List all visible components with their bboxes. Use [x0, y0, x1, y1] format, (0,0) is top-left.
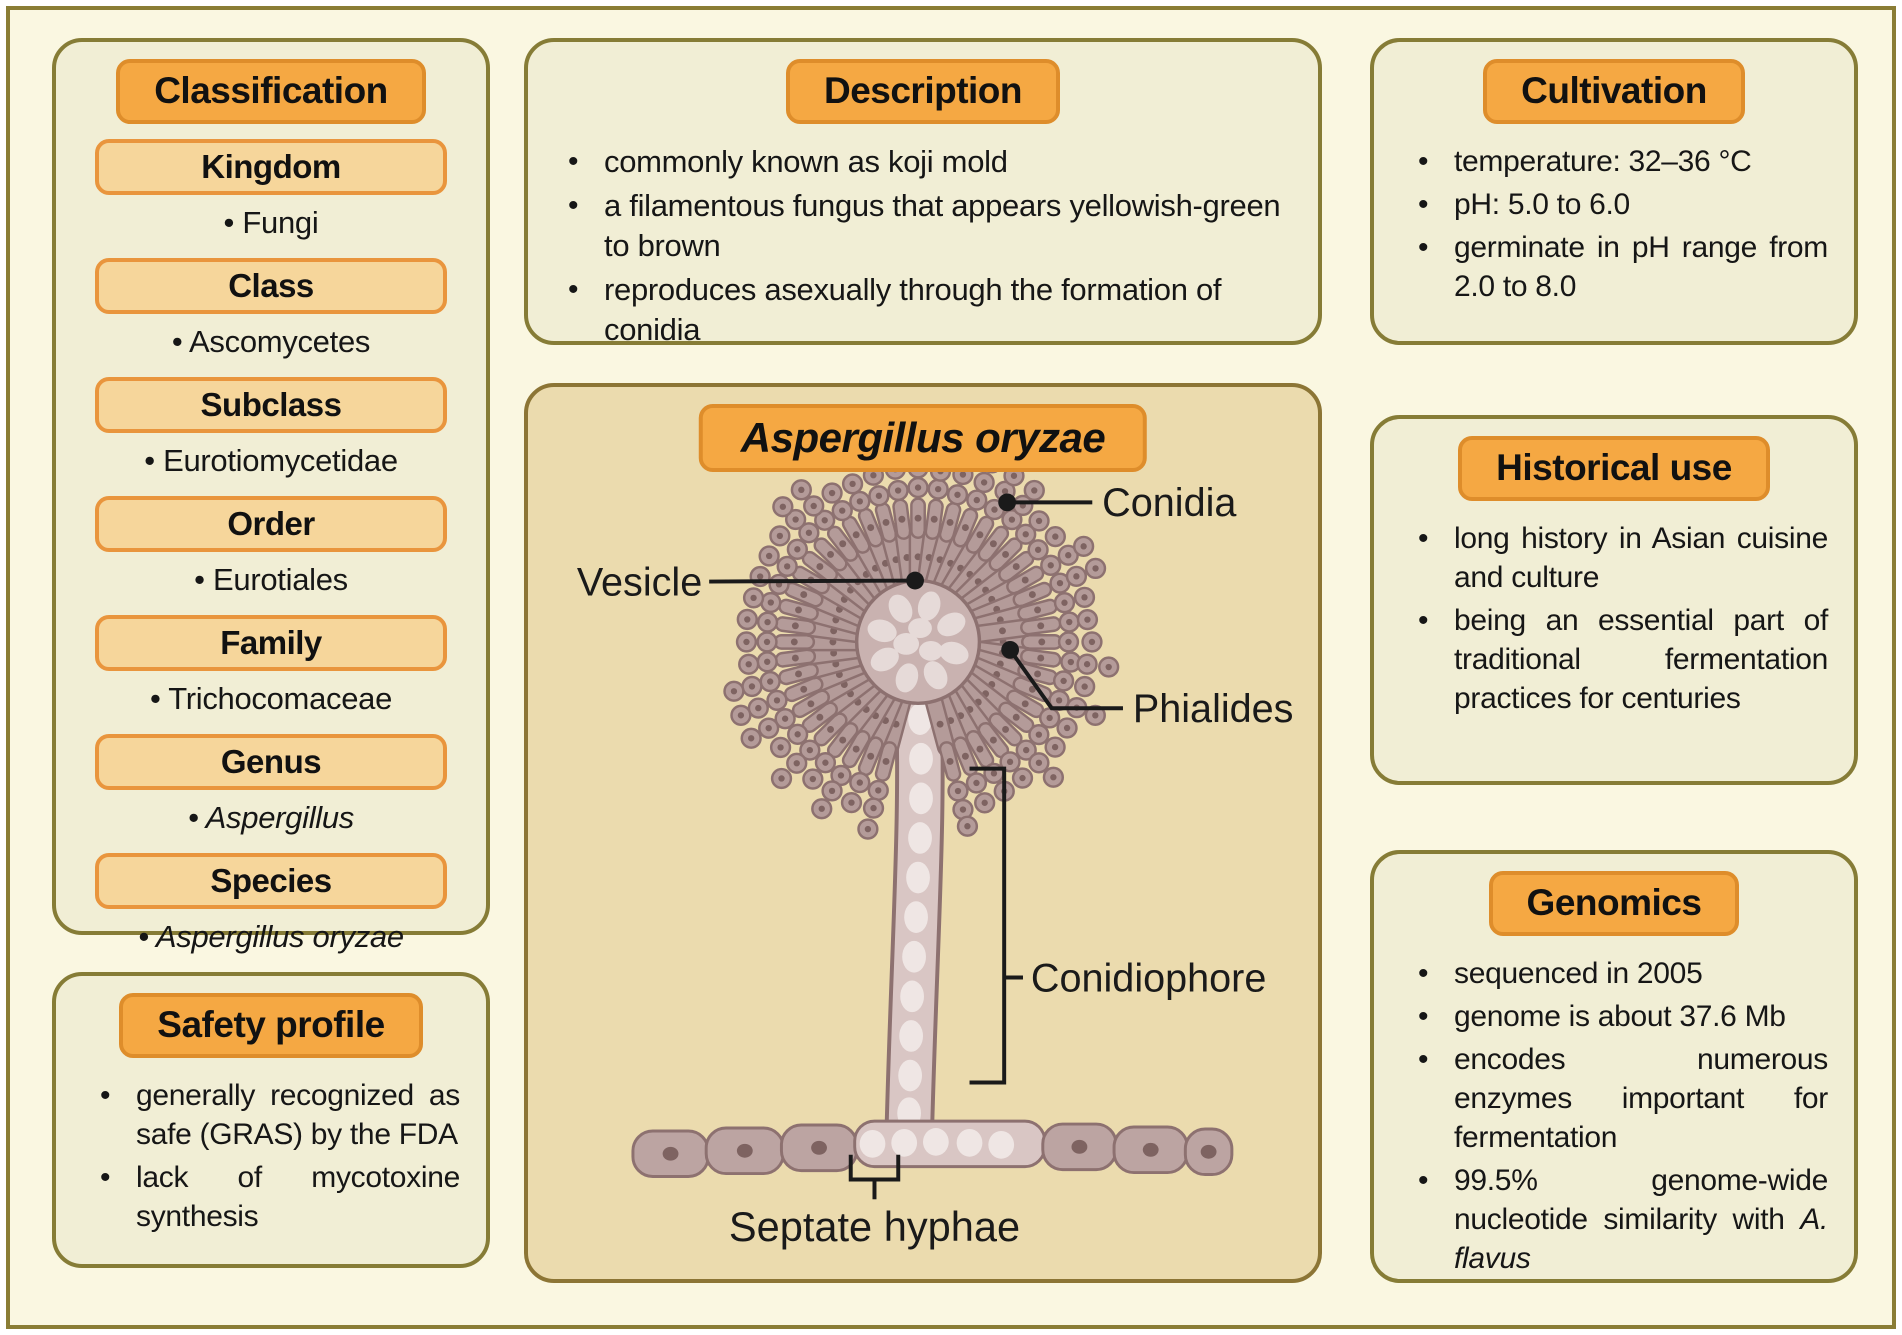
- safety-header-row: [56, 993, 486, 1058]
- genomics-header-row: [1374, 871, 1854, 936]
- genomics-title-badge: Genomics: [1489, 871, 1740, 936]
- septate-hyphae-label: Septate hyphae: [728, 1202, 1021, 1250]
- bullet-dot: •: [1418, 187, 1429, 221]
- bullet-dot: •: [568, 144, 579, 178]
- rank-value-genus: • Aspergillus: [187, 799, 355, 835]
- bullet-dot: •: [1418, 521, 1429, 555]
- rank-badge-species: Species: [95, 853, 447, 909]
- description-panel: [524, 38, 1322, 345]
- rank-badge-genus: Genus: [95, 734, 447, 790]
- bullet-dot: •: [1418, 999, 1429, 1033]
- bullet-item: [100, 1076, 460, 1154]
- bullet-dot: •: [1418, 956, 1429, 990]
- bullet-text: lack of mycotoxine synthesis: [136, 1160, 460, 1233]
- description-title-badge: Description: [786, 59, 1060, 124]
- bullet-text: 99.5% genome-wide nucleotide similarity with A. flavus: [1454, 1163, 1828, 1275]
- vesicle-label: Vesicle: [576, 560, 703, 605]
- bullet-text: being an essential part of traditional fermentation practices for centuries: [1454, 603, 1828, 715]
- bullet-text: long history in Asian cuisine and culture: [1454, 521, 1828, 594]
- bullet-item: [1418, 954, 1828, 993]
- rank-value-class: • Ascomycetes: [171, 323, 371, 359]
- bullet-text: germinate in pH range from 2.0 to 8.0: [1454, 230, 1828, 303]
- conidia-label: Conidia: [1102, 481, 1237, 526]
- description-bullet-list: [528, 124, 1318, 350]
- bullet-item: [100, 1158, 460, 1236]
- bullet-text: a filamentous fungus that appears yellowish-green to brown: [604, 187, 1281, 263]
- bullet-dot: •: [1418, 603, 1429, 637]
- genomics-bullet-list: [1374, 936, 1854, 1278]
- bullet-text: reproduces asexually through the formation of conidia: [604, 271, 1222, 347]
- bullet-item: [568, 142, 1292, 182]
- rank-badge-subclass: Subclass: [95, 377, 447, 433]
- bullet-item: [568, 270, 1292, 350]
- genomics-panel: [1370, 850, 1858, 1283]
- rank-badge-class: Class: [95, 258, 447, 314]
- description-header-row: [528, 59, 1318, 124]
- rank-badge-order: Order: [95, 496, 447, 552]
- bullet-dot: •: [1418, 1042, 1429, 1076]
- bullet-dot: •: [1418, 1163, 1429, 1197]
- historical-header-row: [1374, 436, 1854, 501]
- bullet-text: genome is about 37.6 Mb: [1454, 999, 1786, 1033]
- rank-value-order: • Eurotiales: [194, 561, 348, 597]
- bullet-item: [1418, 228, 1828, 306]
- bullet-item: [1418, 519, 1828, 597]
- bullet-dot: •: [100, 1078, 111, 1112]
- bullet-text: pH: 5.0 to 6.0: [1454, 187, 1630, 221]
- cultivation-panel: [1370, 38, 1858, 345]
- bullet-text: sequenced in 2005: [1454, 956, 1703, 990]
- phialides-label: Phialides: [1132, 687, 1294, 732]
- bullet-item: [1418, 142, 1828, 181]
- cultivation-header-row: [1374, 59, 1854, 124]
- historical-title-badge: Historical use: [1458, 436, 1770, 501]
- classification-rows: [56, 139, 486, 957]
- rank-value-family: • Trichocomaceae: [149, 680, 393, 716]
- rank-value-subclass: • Eurotiomycetidae: [144, 442, 398, 478]
- safety-bullet-list: [56, 1058, 486, 1236]
- bullet-item: [568, 186, 1292, 266]
- bullet-item: [1418, 185, 1828, 224]
- bullet-item: [1418, 997, 1828, 1036]
- cultivation-bullet-list: [1374, 124, 1854, 306]
- bullet-dot: •: [1418, 230, 1429, 264]
- safety-title-badge: Safety profile: [119, 993, 422, 1058]
- organism-diagram-panel: [524, 383, 1322, 1283]
- bullet-item: [1418, 1040, 1828, 1157]
- conidiophore-label: Conidiophore: [1030, 956, 1267, 1001]
- classification-title-badge: Classification: [116, 59, 426, 124]
- rank-badge-kingdom: Kingdom: [95, 139, 447, 195]
- historical-use-panel: [1370, 415, 1858, 785]
- cultivation-title-badge: Cultivation: [1483, 59, 1745, 124]
- bullet-text: generally recognized as safe (GRAS) by the FDA: [136, 1078, 460, 1151]
- rank-value-species: • Aspergillus oryzae: [138, 918, 404, 954]
- organism-illustration: [528, 387, 1318, 1279]
- bullet-text: temperature: 32–36 °C: [1454, 144, 1752, 178]
- rank-badge-family: Family: [95, 615, 447, 671]
- bullet-text: commonly known as koji mold: [604, 143, 1008, 179]
- historical-bullet-list: [1374, 501, 1854, 718]
- bullet-dot: •: [568, 272, 579, 306]
- bullet-text: encodes numerous enzymes important for fermentation: [1454, 1042, 1828, 1154]
- rank-value-kingdom: • Fungi: [223, 204, 319, 240]
- bullet-item: [1418, 601, 1828, 718]
- classification-panel: [52, 38, 490, 954]
- bullet-dot: •: [100, 1160, 111, 1194]
- safety-profile-panel: [52, 972, 490, 1268]
- bullet-item: [1418, 1161, 1828, 1278]
- classification-header-row: [56, 59, 486, 124]
- organism-title-badge: Aspergillus oryzae: [699, 404, 1147, 472]
- bullet-dot: •: [1418, 144, 1429, 178]
- bullet-dot: •: [568, 188, 579, 222]
